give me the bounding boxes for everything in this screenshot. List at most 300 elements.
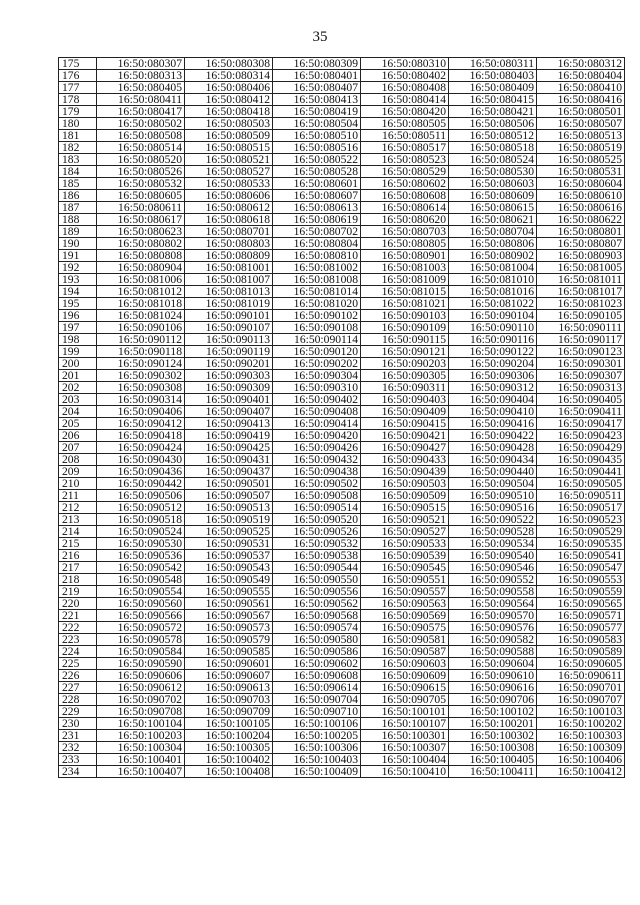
table-row (59, 154, 625, 166)
cadastral-code-cell: 16:50:090528 (449, 526, 537, 538)
cadastral-code-cell: 16:50:080803 (185, 238, 273, 250)
cadastral-code-cell: 16:50:090576 (449, 622, 537, 634)
cadastral-code-cell: 16:50:081013 (185, 286, 273, 298)
cadastral-code-cell: 16:50:090573 (185, 622, 273, 634)
cadastral-code-cell: 16:50:090416 (449, 418, 537, 430)
cadastral-code-cell: 16:50:090549 (185, 574, 273, 586)
row-number-cell: 199 (59, 346, 97, 358)
cadastral-code-cell: 16:50:080523 (361, 154, 449, 166)
cadastral-code-cell: 16:50:080506 (449, 118, 537, 130)
cadastral-code-cell: 16:50:080805 (361, 238, 449, 250)
cadastral-code-cell: 16:50:090583 (537, 634, 625, 646)
cadastral-code-cell: 16:50:080414 (361, 94, 449, 106)
cadastral-code-cell: 16:50:100405 (449, 754, 537, 766)
cadastral-code-cell: 16:50:090111 (537, 322, 625, 334)
cadastral-code-cell: 16:50:080605 (97, 190, 185, 202)
cadastral-code-cell: 16:50:080521 (185, 154, 273, 166)
table-row (59, 634, 625, 646)
cadastral-code-cell: 16:50:090702 (97, 694, 185, 706)
cadastral-code-cell: 16:50:090424 (97, 442, 185, 454)
cadastral-code-cell: 16:50:090310 (273, 382, 361, 394)
cadastral-code-cell: 16:50:080516 (273, 142, 361, 154)
cadastral-code-cell: 16:50:100102 (449, 706, 537, 718)
cadastral-code-cell: 16:50:090538 (273, 550, 361, 562)
cadastral-code-cell: 16:50:090501 (185, 478, 273, 490)
cadastral-code-cell: 16:50:090308 (97, 382, 185, 394)
table-row (59, 730, 625, 742)
cadastral-code-cell: 16:50:090615 (361, 682, 449, 694)
cadastral-code-cell: 16:50:090531 (185, 538, 273, 550)
row-number-cell: 179 (59, 106, 97, 118)
cadastral-code-cell: 16:50:100104 (97, 718, 185, 730)
cadastral-code-cell: 16:50:081016 (449, 286, 537, 298)
table-row (59, 250, 625, 262)
cadastral-code-cell: 16:50:081023 (537, 298, 625, 310)
row-number-cell: 196 (59, 310, 97, 322)
cadastral-code-cell: 16:50:090570 (449, 610, 537, 622)
cadastral-code-cell: 16:50:100204 (185, 730, 273, 742)
cadastral-code-cell: 16:50:090404 (449, 394, 537, 406)
row-number-cell: 211 (59, 490, 97, 502)
cadastral-code-cell: 16:50:090614 (273, 682, 361, 694)
cadastral-code-cell: 16:50:100306 (273, 742, 361, 754)
table-row (59, 442, 625, 454)
table-row (59, 94, 625, 106)
table-row (59, 190, 625, 202)
cadastral-code-cell: 16:50:090203 (361, 358, 449, 370)
cadastral-code-cell: 16:50:090313 (537, 382, 625, 394)
cadastral-code-cell: 16:50:090602 (273, 658, 361, 670)
table-row (59, 742, 625, 754)
cadastral-code-cell: 16:50:090587 (361, 646, 449, 658)
cadastral-code-cell: 16:50:090515 (361, 502, 449, 514)
table-row (59, 346, 625, 358)
cadastral-code-cell: 16:50:090408 (273, 406, 361, 418)
cadastral-code-cell: 16:50:090123 (537, 346, 625, 358)
cadastral-code-cell: 16:50:080411 (97, 94, 185, 106)
cadastral-code-cell: 16:50:090124 (97, 358, 185, 370)
cadastral-code-cell: 16:50:090304 (273, 370, 361, 382)
cadastral-code-cell: 16:50:100411 (449, 766, 537, 778)
cadastral-code-cell: 16:50:090109 (361, 322, 449, 334)
cadastral-code-cell: 16:50:080405 (97, 82, 185, 94)
row-number-cell: 224 (59, 646, 97, 658)
cadastral-code-cell: 16:50:100302 (449, 730, 537, 742)
cadastral-code-cell: 16:50:090423 (537, 430, 625, 442)
cadastral-code-cell: 16:50:090307 (537, 370, 625, 382)
cadastral-code-cell: 16:50:080526 (97, 166, 185, 178)
cadastral-code-cell: 16:50:080613 (273, 202, 361, 214)
cadastral-code-cell: 16:50:080514 (97, 142, 185, 154)
cadastral-code-cell: 16:50:090510 (449, 490, 537, 502)
cadastral-code-cell: 16:50:081006 (97, 274, 185, 286)
row-number-cell: 195 (59, 298, 97, 310)
cadastral-code-cell: 16:50:080804 (273, 238, 361, 250)
cadastral-code-cell: 16:50:090410 (449, 406, 537, 418)
cadastral-code-cell: 16:50:090516 (449, 502, 537, 514)
cadastral-code-cell: 16:50:090610 (449, 670, 537, 682)
cadastral-code-cell: 16:50:080608 (361, 190, 449, 202)
row-number-cell: 200 (59, 358, 97, 370)
cadastral-code-cell: 16:50:081022 (449, 298, 537, 310)
cadastral-code-cell: 16:50:080403 (449, 70, 537, 82)
table-row (59, 202, 625, 214)
cadastral-code-cell: 16:50:090434 (449, 454, 537, 466)
table-row (59, 718, 625, 730)
cadastral-code-cell: 16:50:090612 (97, 682, 185, 694)
cadastral-code-cell: 16:50:100304 (97, 742, 185, 754)
cadastral-code-cell: 16:50:080701 (185, 226, 273, 238)
cadastral-code-cell: 16:50:090571 (537, 610, 625, 622)
row-number-cell: 234 (59, 766, 97, 778)
cadastral-code-cell: 16:50:090572 (97, 622, 185, 634)
cadastral-code-cell: 16:50:090585 (185, 646, 273, 658)
cadastral-code-cell: 16:50:090503 (361, 478, 449, 490)
cadastral-code-cell: 16:50:090413 (185, 418, 273, 430)
table-row (59, 706, 625, 718)
cadastral-code-cell: 16:50:090508 (273, 490, 361, 502)
cadastral-code-cell: 16:50:090563 (361, 598, 449, 610)
cadastral-code-cell: 16:50:080604 (537, 178, 625, 190)
cadastral-code-cell: 16:50:090419 (185, 430, 273, 442)
cadastral-code-cell: 16:50:090509 (361, 490, 449, 502)
cadastral-code-cell: 16:50:080810 (273, 250, 361, 262)
cadastral-code-cell: 16:50:080505 (361, 118, 449, 130)
row-number-cell: 232 (59, 742, 97, 754)
cadastral-code-cell: 16:50:090706 (449, 694, 537, 706)
cadastral-code-cell: 16:50:080610 (537, 190, 625, 202)
cadastral-code-cell: 16:50:090115 (361, 334, 449, 346)
table-row (59, 382, 625, 394)
cadastral-code-cell: 16:50:090589 (537, 646, 625, 658)
cadastral-code-cell: 16:50:090312 (449, 382, 537, 394)
cadastral-code-cell: 16:50:100401 (97, 754, 185, 766)
cadastral-code-cell: 16:50:090403 (361, 394, 449, 406)
cadastral-code-cell: 16:50:080808 (97, 250, 185, 262)
cadastral-code-cell: 16:50:081005 (537, 262, 625, 274)
cadastral-code-cell: 16:50:080612 (185, 202, 273, 214)
row-number-cell: 225 (59, 658, 97, 670)
cadastral-code-cell: 16:50:081018 (97, 298, 185, 310)
cadastral-code-cell: 16:50:090120 (273, 346, 361, 358)
cadastral-code-cell: 16:50:081002 (273, 262, 361, 274)
cadastral-code-cell: 16:50:080901 (361, 250, 449, 262)
cadastral-code-cell: 16:50:090514 (273, 502, 361, 514)
cadastral-code-cell: 16:50:090414 (273, 418, 361, 430)
cadastral-code-cell: 16:50:090420 (273, 430, 361, 442)
cadastral-code-cell: 16:50:090540 (449, 550, 537, 562)
cadastral-code-cell: 16:50:080528 (273, 166, 361, 178)
cadastral-code-cell: 16:50:090609 (361, 670, 449, 682)
cadastral-code-cell: 16:50:080509 (185, 130, 273, 142)
cadastral-code-cell: 16:50:100105 (185, 718, 273, 730)
table-row (59, 358, 625, 370)
cadastral-code-cell: 16:50:080312 (537, 58, 625, 70)
cadastral-code-cell: 16:50:090306 (449, 370, 537, 382)
cadastral-code-cell: 16:50:090107 (185, 322, 273, 334)
cadastral-code-cell: 16:50:090553 (537, 574, 625, 586)
table-row (59, 310, 625, 322)
cadastral-code-cell: 16:50:090530 (97, 538, 185, 550)
cadastral-code-cell: 16:50:090569 (361, 610, 449, 622)
cadastral-code-cell: 16:50:090311 (361, 382, 449, 394)
cadastral-code-cell: 16:50:090426 (273, 442, 361, 454)
row-number-cell: 223 (59, 634, 97, 646)
cadastral-code-cell: 16:50:080809 (185, 250, 273, 262)
cadastral-code-cell: 16:50:080511 (361, 130, 449, 142)
cadastral-code-cell: 16:50:090532 (273, 538, 361, 550)
cadastral-code-cell: 16:50:080533 (185, 178, 273, 190)
cadastral-code-cell: 16:50:090112 (97, 334, 185, 346)
table-row (59, 454, 625, 466)
cadastral-code-cell: 16:50:090118 (97, 346, 185, 358)
cadastral-code-cell: 16:50:080611 (97, 202, 185, 214)
cadastral-code-cell: 16:50:080524 (449, 154, 537, 166)
table-row (59, 238, 625, 250)
table-row (59, 514, 625, 526)
cadastral-code-cell: 16:50:080501 (537, 106, 625, 118)
table-row (59, 562, 625, 574)
cadastral-code-cell: 16:50:100410 (361, 766, 449, 778)
row-number-cell: 176 (59, 70, 97, 82)
table-row (59, 262, 625, 274)
cadastral-code-cell: 16:50:100307 (361, 742, 449, 754)
cadastral-code-cell: 16:50:090568 (273, 610, 361, 622)
cadastral-code-cell: 16:50:080607 (273, 190, 361, 202)
cadastral-code-cell: 16:50:090590 (97, 658, 185, 670)
cadastral-code-cell: 16:50:090309 (185, 382, 273, 394)
cadastral-code-cell: 16:50:090440 (449, 466, 537, 478)
cadastral-code-cell: 16:50:080421 (449, 106, 537, 118)
cadastral-code-cell: 16:50:090303 (185, 370, 273, 382)
cadastral-code-cell: 16:50:081012 (97, 286, 185, 298)
row-number-cell: 208 (59, 454, 97, 466)
table-row (59, 574, 625, 586)
cadastral-code-cell: 16:50:090579 (185, 634, 273, 646)
cadastral-code-cell: 16:50:090565 (537, 598, 625, 610)
cadastral-code-cell: 16:50:090121 (361, 346, 449, 358)
row-number-cell: 187 (59, 202, 97, 214)
cadastral-code-cell: 16:50:080520 (97, 154, 185, 166)
cadastral-code-cell: 16:50:090561 (185, 598, 273, 610)
cadastral-blocks-table (58, 57, 625, 778)
cadastral-code-cell: 16:50:081010 (449, 274, 537, 286)
cadastral-code-cell: 16:50:090560 (97, 598, 185, 610)
cadastral-code-cell: 16:50:080617 (97, 214, 185, 226)
cadastral-code-cell: 16:50:090567 (185, 610, 273, 622)
cadastral-code-cell: 16:50:090548 (97, 574, 185, 586)
table-row (59, 502, 625, 514)
cadastral-code-cell: 16:50:081017 (537, 286, 625, 298)
row-number-cell: 192 (59, 262, 97, 274)
table-row (59, 526, 625, 538)
row-number-cell: 233 (59, 754, 97, 766)
cadastral-code-cell: 16:50:090505 (537, 478, 625, 490)
table-row (59, 586, 625, 598)
cadastral-code-cell: 16:50:090507 (185, 490, 273, 502)
cadastral-code-cell: 16:50:080418 (185, 106, 273, 118)
cadastral-code-cell: 16:50:090425 (185, 442, 273, 454)
table-row (59, 226, 625, 238)
cadastral-code-cell: 16:50:080530 (449, 166, 537, 178)
row-number-cell: 209 (59, 466, 97, 478)
cadastral-code-cell: 16:50:090202 (273, 358, 361, 370)
cadastral-code-cell: 16:50:090114 (273, 334, 361, 346)
cadastral-code-cell: 16:50:080802 (97, 238, 185, 250)
table-row (59, 430, 625, 442)
cadastral-code-cell: 16:50:090117 (537, 334, 625, 346)
cadastral-code-cell: 16:50:080532 (97, 178, 185, 190)
cadastral-code-cell: 16:50:080402 (361, 70, 449, 82)
cadastral-code-cell: 16:50:090708 (97, 706, 185, 718)
cadastral-code-cell: 16:50:090616 (449, 682, 537, 694)
cadastral-code-cell: 16:50:080417 (97, 106, 185, 118)
table-row (59, 82, 625, 94)
cadastral-code-cell: 16:50:090401 (185, 394, 273, 406)
cadastral-code-cell: 16:50:090707 (537, 694, 625, 706)
cadastral-code-cell: 16:50:090101 (185, 310, 273, 322)
row-number-cell: 194 (59, 286, 97, 298)
cadastral-code-cell: 16:50:081021 (361, 298, 449, 310)
cadastral-code-cell: 16:50:080614 (361, 202, 449, 214)
row-number-cell: 206 (59, 430, 97, 442)
table-row (59, 286, 625, 298)
cadastral-code-cell: 16:50:090606 (97, 670, 185, 682)
cadastral-code-cell: 16:50:090201 (185, 358, 273, 370)
cadastral-code-cell: 16:50:080621 (449, 214, 537, 226)
cadastral-code-cell: 16:50:100409 (273, 766, 361, 778)
cadastral-code-cell: 16:50:090604 (449, 658, 537, 670)
cadastral-code-cell: 16:50:080515 (185, 142, 273, 154)
row-number-cell: 181 (59, 130, 97, 142)
row-number-cell: 177 (59, 82, 97, 94)
cadastral-code-cell: 16:50:090511 (537, 490, 625, 502)
cadastral-code-cell: 16:50:090546 (449, 562, 537, 574)
cadastral-code-cell: 16:50:090603 (361, 658, 449, 670)
cadastral-code-cell: 16:50:080311 (449, 58, 537, 70)
row-number-cell: 188 (59, 214, 97, 226)
cadastral-code-cell: 16:50:081015 (361, 286, 449, 298)
cadastral-code-cell: 16:50:090301 (537, 358, 625, 370)
cadastral-code-cell: 16:50:090584 (97, 646, 185, 658)
table-row (59, 142, 625, 154)
row-number-cell: 207 (59, 442, 97, 454)
cadastral-code-cell: 16:50:080502 (97, 118, 185, 130)
cadastral-code-cell: 16:50:090502 (273, 478, 361, 490)
cadastral-code-cell: 16:50:090430 (97, 454, 185, 466)
cadastral-code-cell: 16:50:090405 (537, 394, 625, 406)
cadastral-code-cell: 16:50:090519 (185, 514, 273, 526)
cadastral-code-cell: 16:50:081019 (185, 298, 273, 310)
cadastral-code-cell: 16:50:090554 (97, 586, 185, 598)
cadastral-code-cell: 16:50:090552 (449, 574, 537, 586)
cadastral-code-cell: 16:50:090526 (273, 526, 361, 538)
cadastral-code-cell: 16:50:090314 (97, 394, 185, 406)
table-row (59, 130, 625, 142)
row-number-cell: 205 (59, 418, 97, 430)
cadastral-code-cell: 16:50:090709 (185, 706, 273, 718)
cadastral-code-cell: 16:50:100205 (273, 730, 361, 742)
cadastral-code-cell: 16:50:090522 (449, 514, 537, 526)
row-number-cell: 191 (59, 250, 97, 262)
cadastral-code-cell: 16:50:080602 (361, 178, 449, 190)
cadastral-code-cell: 16:50:080903 (537, 250, 625, 262)
cadastral-code-cell: 16:50:090427 (361, 442, 449, 454)
table-row (59, 334, 625, 346)
cadastral-code-cell: 16:50:090442 (97, 478, 185, 490)
cadastral-code-cell: 16:50:090541 (537, 550, 625, 562)
cadastral-code-cell: 16:50:100202 (537, 718, 625, 730)
cadastral-code-cell: 16:50:080512 (449, 130, 537, 142)
cadastral-code-cell: 16:50:080406 (185, 82, 273, 94)
cadastral-code-cell: 16:50:090113 (185, 334, 273, 346)
table-row (59, 406, 625, 418)
cadastral-code-cell: 16:50:090305 (361, 370, 449, 382)
table-row (59, 178, 625, 190)
cadastral-code-cell: 16:50:080904 (97, 262, 185, 274)
cadastral-code-cell: 16:50:090608 (273, 670, 361, 682)
cadastral-code-cell: 16:50:090705 (361, 694, 449, 706)
row-number-cell: 220 (59, 598, 97, 610)
row-number-cell: 190 (59, 238, 97, 250)
cadastral-code-cell: 16:50:090512 (97, 502, 185, 514)
cadastral-code-cell: 16:50:090506 (97, 490, 185, 502)
cadastral-code-cell: 16:50:081007 (185, 274, 273, 286)
cadastral-code-cell: 16:50:100402 (185, 754, 273, 766)
row-number-cell: 193 (59, 274, 97, 286)
cadastral-code-cell: 16:50:090513 (185, 502, 273, 514)
cadastral-code-cell: 16:50:090564 (449, 598, 537, 610)
cadastral-code-cell: 16:50:090517 (537, 502, 625, 514)
cadastral-code-cell: 16:50:080807 (537, 238, 625, 250)
table-row (59, 754, 625, 766)
table-row (59, 274, 625, 286)
cadastral-code-cell: 16:50:080309 (273, 58, 361, 70)
cadastral-code-cell: 16:50:080525 (537, 154, 625, 166)
cadastral-code-cell: 16:50:090417 (537, 418, 625, 430)
row-number-cell: 229 (59, 706, 97, 718)
table-row (59, 694, 625, 706)
cadastral-code-cell: 16:50:090581 (361, 634, 449, 646)
cadastral-code-cell: 16:50:090204 (449, 358, 537, 370)
cadastral-code-cell: 16:50:090429 (537, 442, 625, 454)
cadastral-code-cell: 16:50:080314 (185, 70, 273, 82)
cadastral-code-cell: 16:50:100305 (185, 742, 273, 754)
cadastral-code-cell: 16:50:090582 (449, 634, 537, 646)
cadastral-code-cell: 16:50:080513 (537, 130, 625, 142)
cadastral-code-cell: 16:50:080623 (97, 226, 185, 238)
cadastral-code-cell: 16:50:080409 (449, 82, 537, 94)
cadastral-code-cell: 16:50:080310 (361, 58, 449, 70)
cadastral-code-cell: 16:50:090431 (185, 454, 273, 466)
cadastral-code-cell: 16:50:080415 (449, 94, 537, 106)
table-row (59, 646, 625, 658)
cadastral-code-cell: 16:50:081024 (97, 310, 185, 322)
table-row (59, 370, 625, 382)
table-row (59, 670, 625, 682)
row-number-cell: 185 (59, 178, 97, 190)
cadastral-code-cell: 16:50:080522 (273, 154, 361, 166)
cadastral-code-cell: 16:50:090527 (361, 526, 449, 538)
table-row (59, 550, 625, 562)
row-number-cell: 216 (59, 550, 97, 562)
row-number-cell: 183 (59, 154, 97, 166)
row-number-cell: 202 (59, 382, 97, 394)
cadastral-code-cell: 16:50:090547 (537, 562, 625, 574)
cadastral-code-cell: 16:50:081020 (273, 298, 361, 310)
cadastral-code-cell: 16:50:100103 (537, 706, 625, 718)
cadastral-code-cell: 16:50:081004 (449, 262, 537, 274)
